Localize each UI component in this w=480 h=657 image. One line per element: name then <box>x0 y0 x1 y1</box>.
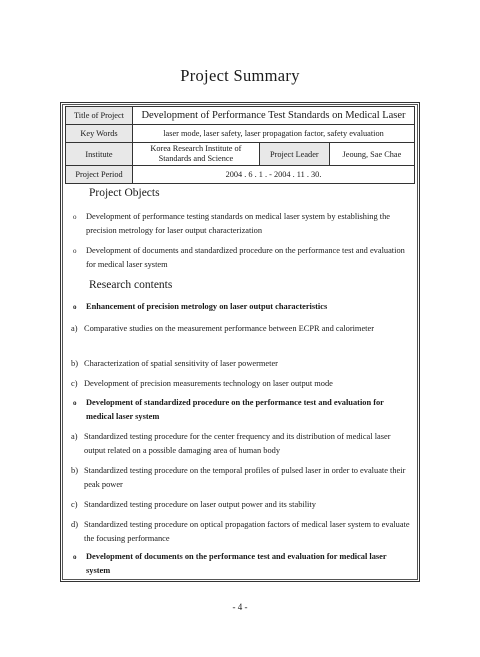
sec2-item-d: d) Standardized testing procedure on optical propagation factors of medical laser system to evaluate the focusing performance <box>71 520 410 543</box>
research-section-1: o Enhancement of precision metrology on laser output characteristics <box>73 300 409 314</box>
project-objects-heading: Project Objects <box>89 187 160 199</box>
period-value: 2004 . 6 . 1 . - 2004 . 11 . 30. <box>133 166 415 184</box>
institute-line-2: Standards and Science <box>158 154 234 163</box>
sec1-item-a: a) Comparative studies on the measurement performance between ECPR and calorimeter <box>71 324 375 333</box>
keywords-label: Key Words <box>66 125 133 143</box>
project-info-table <box>65 106 415 184</box>
summary-frame <box>60 102 420 582</box>
bullet-icon: o <box>73 303 77 311</box>
leader-label: Project Leader <box>259 143 329 166</box>
period-label: Project Period <box>66 166 133 184</box>
keywords-row <box>66 125 415 143</box>
sec1-item-b: b) Characterization of spatial sensitivity of laser powermeter <box>71 359 278 368</box>
page-title: Project Summary <box>180 66 300 85</box>
title-label: Title of Project <box>66 107 133 125</box>
sec2-item-b: b) Standardized testing procedure on the temporal profiles of pulsed laser in order to evaluate their peak power <box>71 466 406 489</box>
institute-line-1: Korea Research Institute of <box>150 144 242 153</box>
period-row <box>66 166 415 184</box>
bullet-icon: o <box>73 247 77 255</box>
sec2-item-a: a) Standardized testing procedure for the center frequency and its distribution of medical laser output related on a possible damaging area of human body <box>71 432 391 455</box>
sec1-item-c: c) Development of precision measurements technology on laser output mode <box>71 379 333 388</box>
keywords-value: laser mode, laser safety, laser propagation factor, safety evaluation <box>133 125 415 143</box>
sec2-item-c: c) Standardized testing procedure on laser output power and its stability <box>71 500 316 509</box>
objects-item-2: o Development of documents and standardized procedure on the performance test and evaluation for medical laser system <box>73 246 405 269</box>
research-section-3: o Development of documents on the performance test and evaluation for medical laser system <box>73 552 387 575</box>
bullet-icon: o <box>73 399 77 407</box>
institute-value <box>133 143 260 166</box>
bullet-icon: o <box>73 553 77 561</box>
page-number: - 4 - <box>232 602 248 612</box>
research-section-2: o Development of standardized procedure on the performance test and evaluation for medical laser system <box>73 398 384 421</box>
institute-label: Institute <box>66 143 133 166</box>
leader-value: Jeoung, Sae Chae <box>329 143 414 166</box>
research-contents-heading: Research contents <box>89 279 173 291</box>
institute-row <box>66 143 415 166</box>
title-row <box>66 107 415 125</box>
title-value: Development of Performance Test Standards on Medical Laser <box>133 107 415 125</box>
bullet-icon: o <box>73 213 77 221</box>
objects-item-1: o Development of performance testing standards on medical laser system by establishing the precision metrology for laser output characterization <box>73 212 390 235</box>
